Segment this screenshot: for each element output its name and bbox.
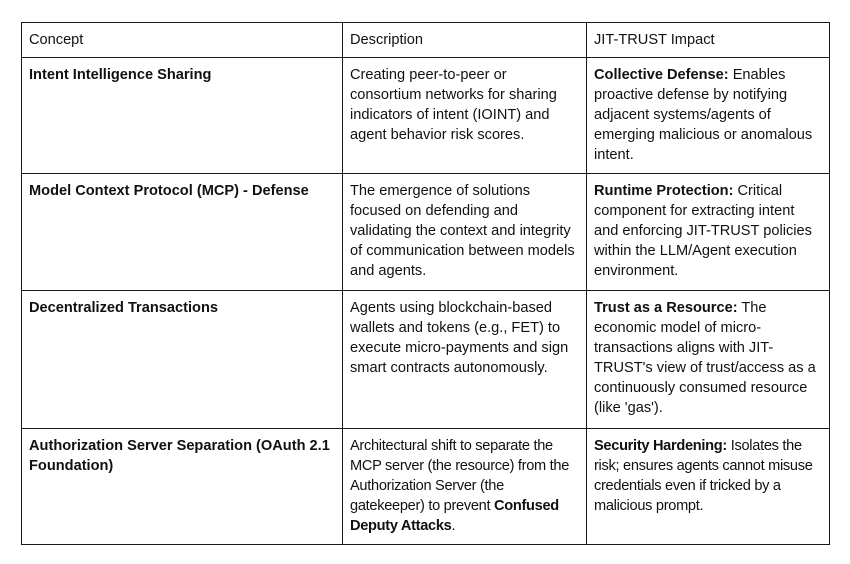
description-text: Architectural shift to separate the MCP server (the resource) from the Authorization Server (the gatekeeper) to prevent <box>350 438 570 514</box>
table-header-row <box>22 23 830 58</box>
impact-lead: Security Hardening: <box>594 438 727 454</box>
impact-text: Isolates the risk; ensures agents cannot misuse credentials even if tricked by a malicious prompt. <box>594 438 813 514</box>
impact-cell <box>587 58 830 174</box>
impact-lead: Runtime Protection: <box>594 183 734 199</box>
description-cell: Creating peer-to-peer or consortium networks for sharing indicators of intent (IOINT) and agent behavior risk scores. <box>343 58 587 174</box>
concept-cell: Authorization Server Separation (OAuth 2.1 Foundation) <box>22 429 343 545</box>
impact-cell <box>587 174 830 291</box>
description-bold-term: Confused Deputy Attacks <box>350 498 559 534</box>
table-row <box>22 174 830 291</box>
table-row <box>22 291 830 429</box>
description-cell <box>343 429 587 545</box>
header-impact: JIT-TRUST Impact <box>587 23 830 58</box>
concept-cell: Intent Intelligence Sharing <box>22 58 343 174</box>
description-end: . <box>451 518 456 534</box>
header-description: Description <box>343 23 587 58</box>
concept-cell: Model Context Protocol (MCP) - Defense <box>22 174 343 291</box>
concept-table <box>21 22 830 545</box>
description-cell: Agents using blockchain-based wallets and tokens (e.g., FET) to execute micro-payments and sign smart contracts autonomously. <box>343 291 587 429</box>
impact-lead: Collective Defense: <box>594 67 729 83</box>
impact-lead: Trust as a Resource: <box>594 300 738 316</box>
impact-text: Enables proactive defense by notifying adjacent systems/agents of emerging malicious or anomalous intent. <box>594 67 813 163</box>
impact-text: The economic model of micro-transactions aligns with JIT-TRUST's view of trust/access as a continuously consumed resource (like 'gas'). <box>594 300 816 416</box>
description-cell: The emergence of solutions focused on defending and validating the context and integrity of communication between models and agents. <box>343 174 587 291</box>
concept-cell: Decentralized Transactions <box>22 291 343 429</box>
table-row <box>22 429 830 545</box>
header-concept: Concept <box>22 23 343 58</box>
table-row <box>22 58 830 174</box>
impact-text: Critical component for extracting intent and enforcing JIT-TRUST policies within the LLM/Agent execution environment. <box>594 183 812 279</box>
impact-cell <box>587 291 830 429</box>
impact-cell <box>587 429 830 545</box>
